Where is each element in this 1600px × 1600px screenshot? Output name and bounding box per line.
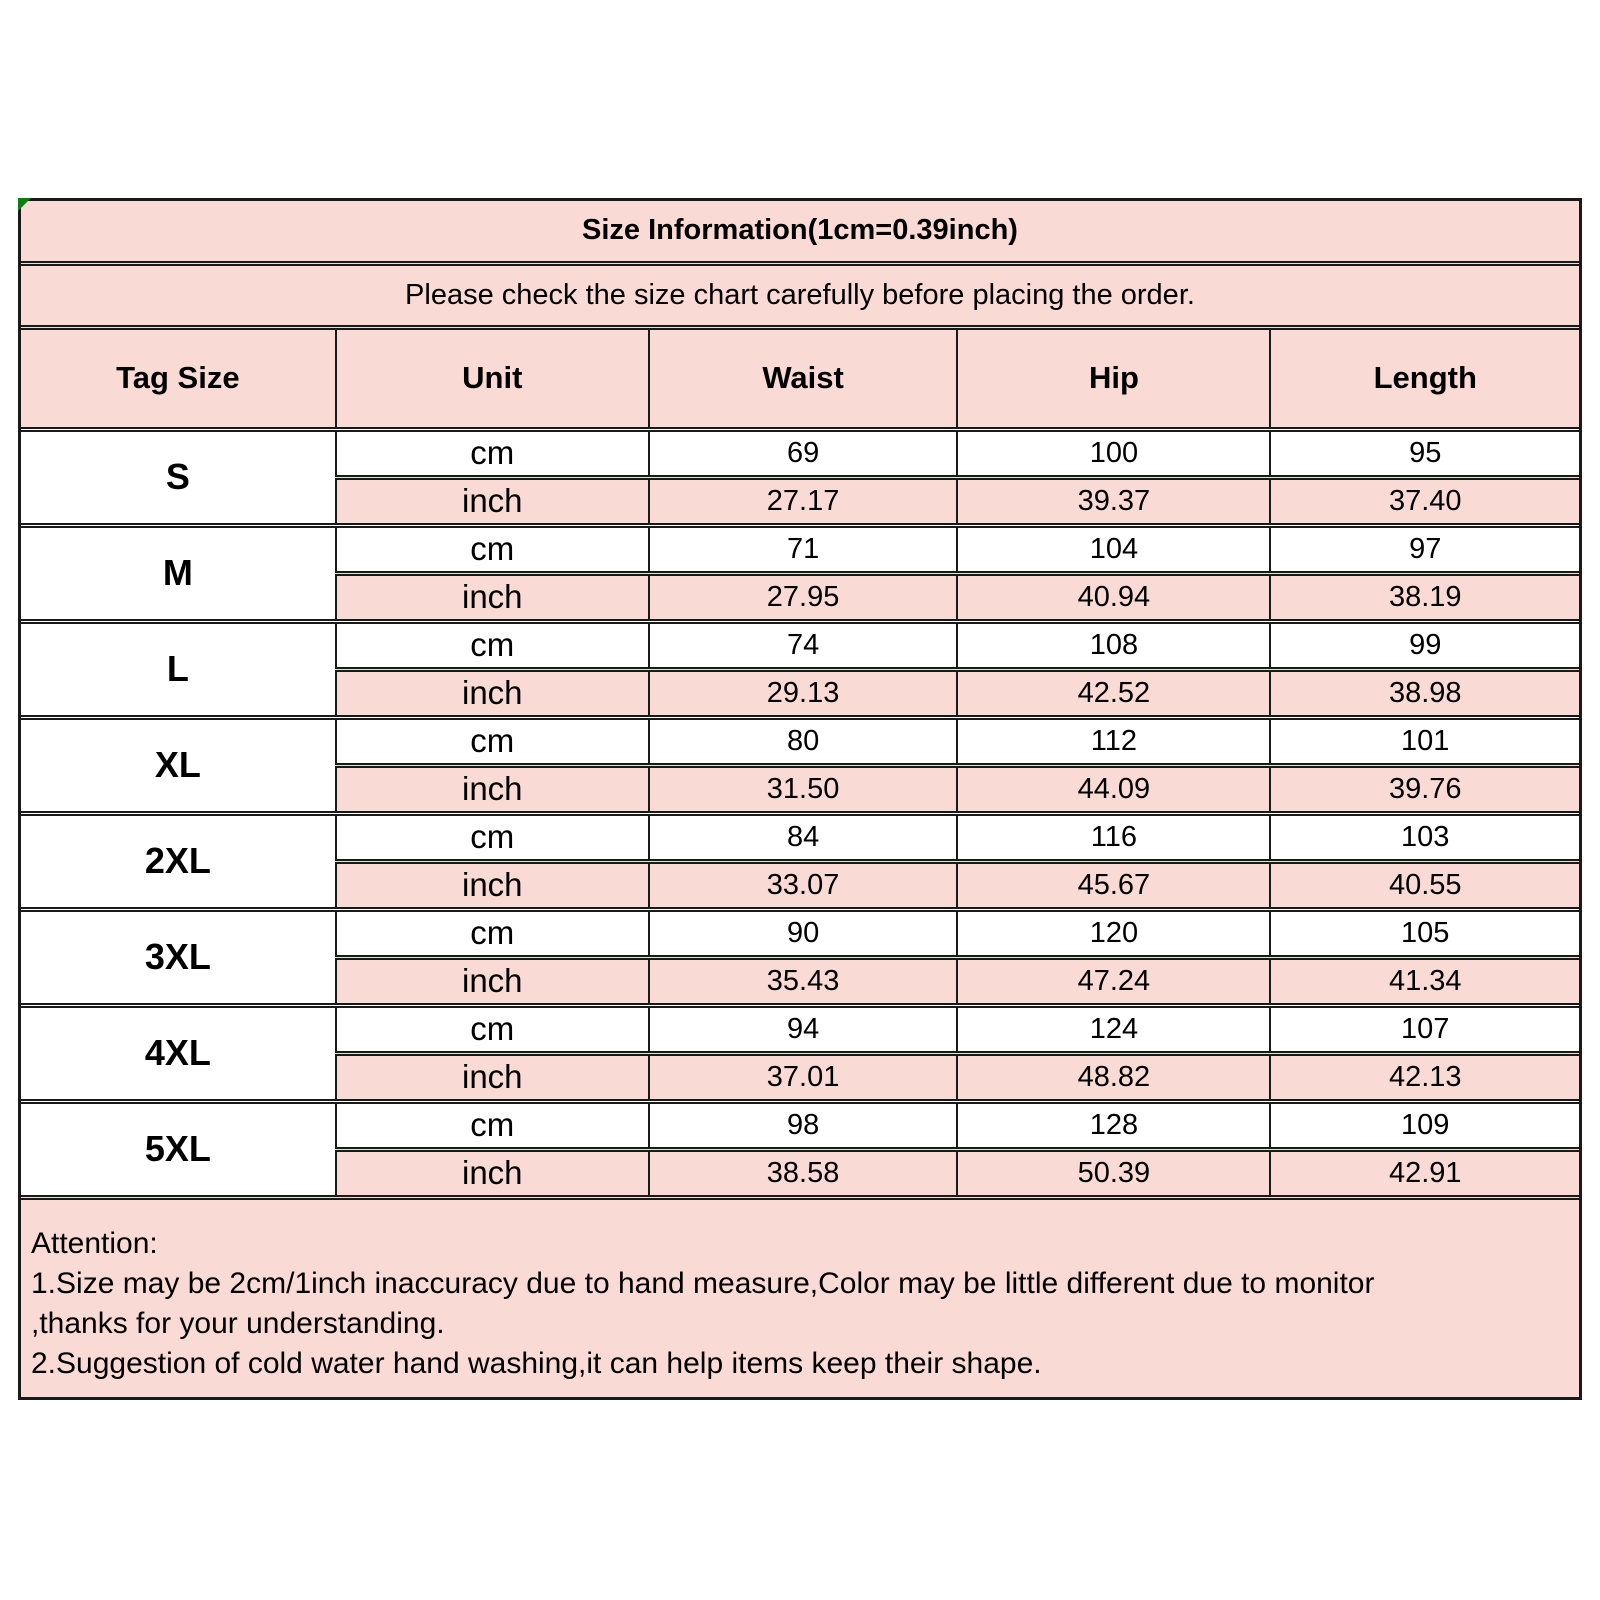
length-inch-value: 37.40: [1270, 477, 1579, 525]
hip-cm-value: 104: [957, 525, 1270, 573]
waist-cm-value: 98: [649, 1101, 957, 1149]
waist-cm-value: 74: [649, 621, 957, 669]
length-inch-value: 42.13: [1270, 1053, 1579, 1101]
size-table: [21, 201, 1579, 1200]
hip-cm-value: 116: [957, 813, 1270, 861]
size-label: 2XL: [21, 813, 336, 909]
length-cm-value: 107: [1270, 1005, 1579, 1053]
hip-inch-value: 50.39: [957, 1149, 1270, 1197]
size-label: L: [21, 621, 336, 717]
green-corner-marker-icon: [18, 198, 31, 211]
waist-cm-value: 84: [649, 813, 957, 861]
length-cm-value: 95: [1270, 429, 1579, 477]
hip-cm-value: 100: [957, 429, 1270, 477]
waist-cm-value: 71: [649, 525, 957, 573]
size-chart-panel: [18, 198, 1582, 1400]
unit-label-cm: cm: [336, 525, 649, 573]
hip-inch-value: 47.24: [957, 957, 1270, 1005]
column-header-hip: Hip: [957, 327, 1270, 429]
hip-inch-value: 45.67: [957, 861, 1270, 909]
hip-cm-value: 120: [957, 909, 1270, 957]
length-inch-value: 39.76: [1270, 765, 1579, 813]
hip-cm-value: 128: [957, 1101, 1270, 1149]
waist-inch-value: 38.58: [649, 1149, 957, 1197]
column-header-tag-size: Tag Size: [21, 327, 336, 429]
waist-inch-value: 27.95: [649, 573, 957, 621]
unit-label-cm: cm: [336, 429, 649, 477]
length-inch-value: 38.98: [1270, 669, 1579, 717]
table-row: [21, 909, 1579, 957]
unit-label-cm: cm: [336, 621, 649, 669]
waist-cm-value: 90: [649, 909, 957, 957]
hip-inch-value: 42.52: [957, 669, 1270, 717]
size-label: S: [21, 429, 336, 525]
waist-cm-value: 80: [649, 717, 957, 765]
table-row: [21, 525, 1579, 573]
waist-inch-value: 37.01: [649, 1053, 957, 1101]
length-inch-value: 38.19: [1270, 573, 1579, 621]
waist-cm-value: 94: [649, 1005, 957, 1053]
hip-inch-value: 44.09: [957, 765, 1270, 813]
unit-label-cm: cm: [336, 813, 649, 861]
waist-inch-value: 27.17: [649, 477, 957, 525]
table-row: [21, 429, 1579, 477]
unit-label-inch: inch: [336, 957, 649, 1005]
length-cm-value: 99: [1270, 621, 1579, 669]
column-header-unit: Unit: [336, 327, 649, 429]
length-inch-value: 42.91: [1270, 1149, 1579, 1197]
waist-inch-value: 31.50: [649, 765, 957, 813]
length-cm-value: 109: [1270, 1101, 1579, 1149]
size-label: 3XL: [21, 909, 336, 1005]
length-cm-value: 97: [1270, 525, 1579, 573]
length-cm-value: 105: [1270, 909, 1579, 957]
hip-cm-value: 112: [957, 717, 1270, 765]
size-label: M: [21, 525, 336, 621]
unit-label-inch: inch: [336, 477, 649, 525]
length-inch-value: 40.55: [1270, 861, 1579, 909]
waist-inch-value: 29.13: [649, 669, 957, 717]
unit-label-cm: cm: [336, 717, 649, 765]
waist-inch-value: 33.07: [649, 861, 957, 909]
length-inch-value: 41.34: [1270, 957, 1579, 1005]
size-label: 4XL: [21, 1005, 336, 1101]
unit-label-inch: inch: [336, 861, 649, 909]
attention-line-1b: ,thanks for your understanding.: [31, 1306, 445, 1340]
attention-line-2: 2.Suggestion of cold water hand washing,it can help items keep their shape.: [31, 1346, 1042, 1380]
hip-inch-value: 39.37: [957, 477, 1270, 525]
attention-line-1: 1.Size may be 2cm/1inch inaccuracy due to hand measure,Color may be little different due to monitor: [31, 1266, 1375, 1300]
unit-label-cm: cm: [336, 1005, 649, 1053]
attention-note: [21, 1200, 1579, 1384]
waist-cm-value: 69: [649, 429, 957, 477]
unit-label-inch: inch: [336, 1149, 649, 1197]
column-header-length: Length: [1270, 327, 1579, 429]
table-row: [21, 813, 1579, 861]
unit-label-inch: inch: [336, 765, 649, 813]
unit-label-inch: inch: [336, 1053, 649, 1101]
length-cm-value: 103: [1270, 813, 1579, 861]
unit-label-cm: cm: [336, 1101, 649, 1149]
table-row: [21, 1101, 1579, 1149]
hip-cm-value: 108: [957, 621, 1270, 669]
size-label: XL: [21, 717, 336, 813]
table-row: [21, 717, 1579, 765]
waist-inch-value: 35.43: [649, 957, 957, 1005]
unit-label-inch: inch: [336, 573, 649, 621]
size-label: 5XL: [21, 1101, 336, 1197]
hip-inch-value: 48.82: [957, 1053, 1270, 1101]
table-row: [21, 1005, 1579, 1053]
hip-cm-value: 124: [957, 1005, 1270, 1053]
table-row: [21, 621, 1579, 669]
column-header-waist: Waist: [649, 327, 957, 429]
hip-inch-value: 40.94: [957, 573, 1270, 621]
attention-heading: Attention:: [31, 1226, 158, 1260]
unit-label-inch: inch: [336, 669, 649, 717]
unit-label-cm: cm: [336, 909, 649, 957]
length-cm-value: 101: [1270, 717, 1579, 765]
table-subtitle: Please check the size chart carefully before placing the order.: [21, 263, 1579, 327]
table-title: Size Information(1cm=0.39inch): [21, 201, 1579, 263]
